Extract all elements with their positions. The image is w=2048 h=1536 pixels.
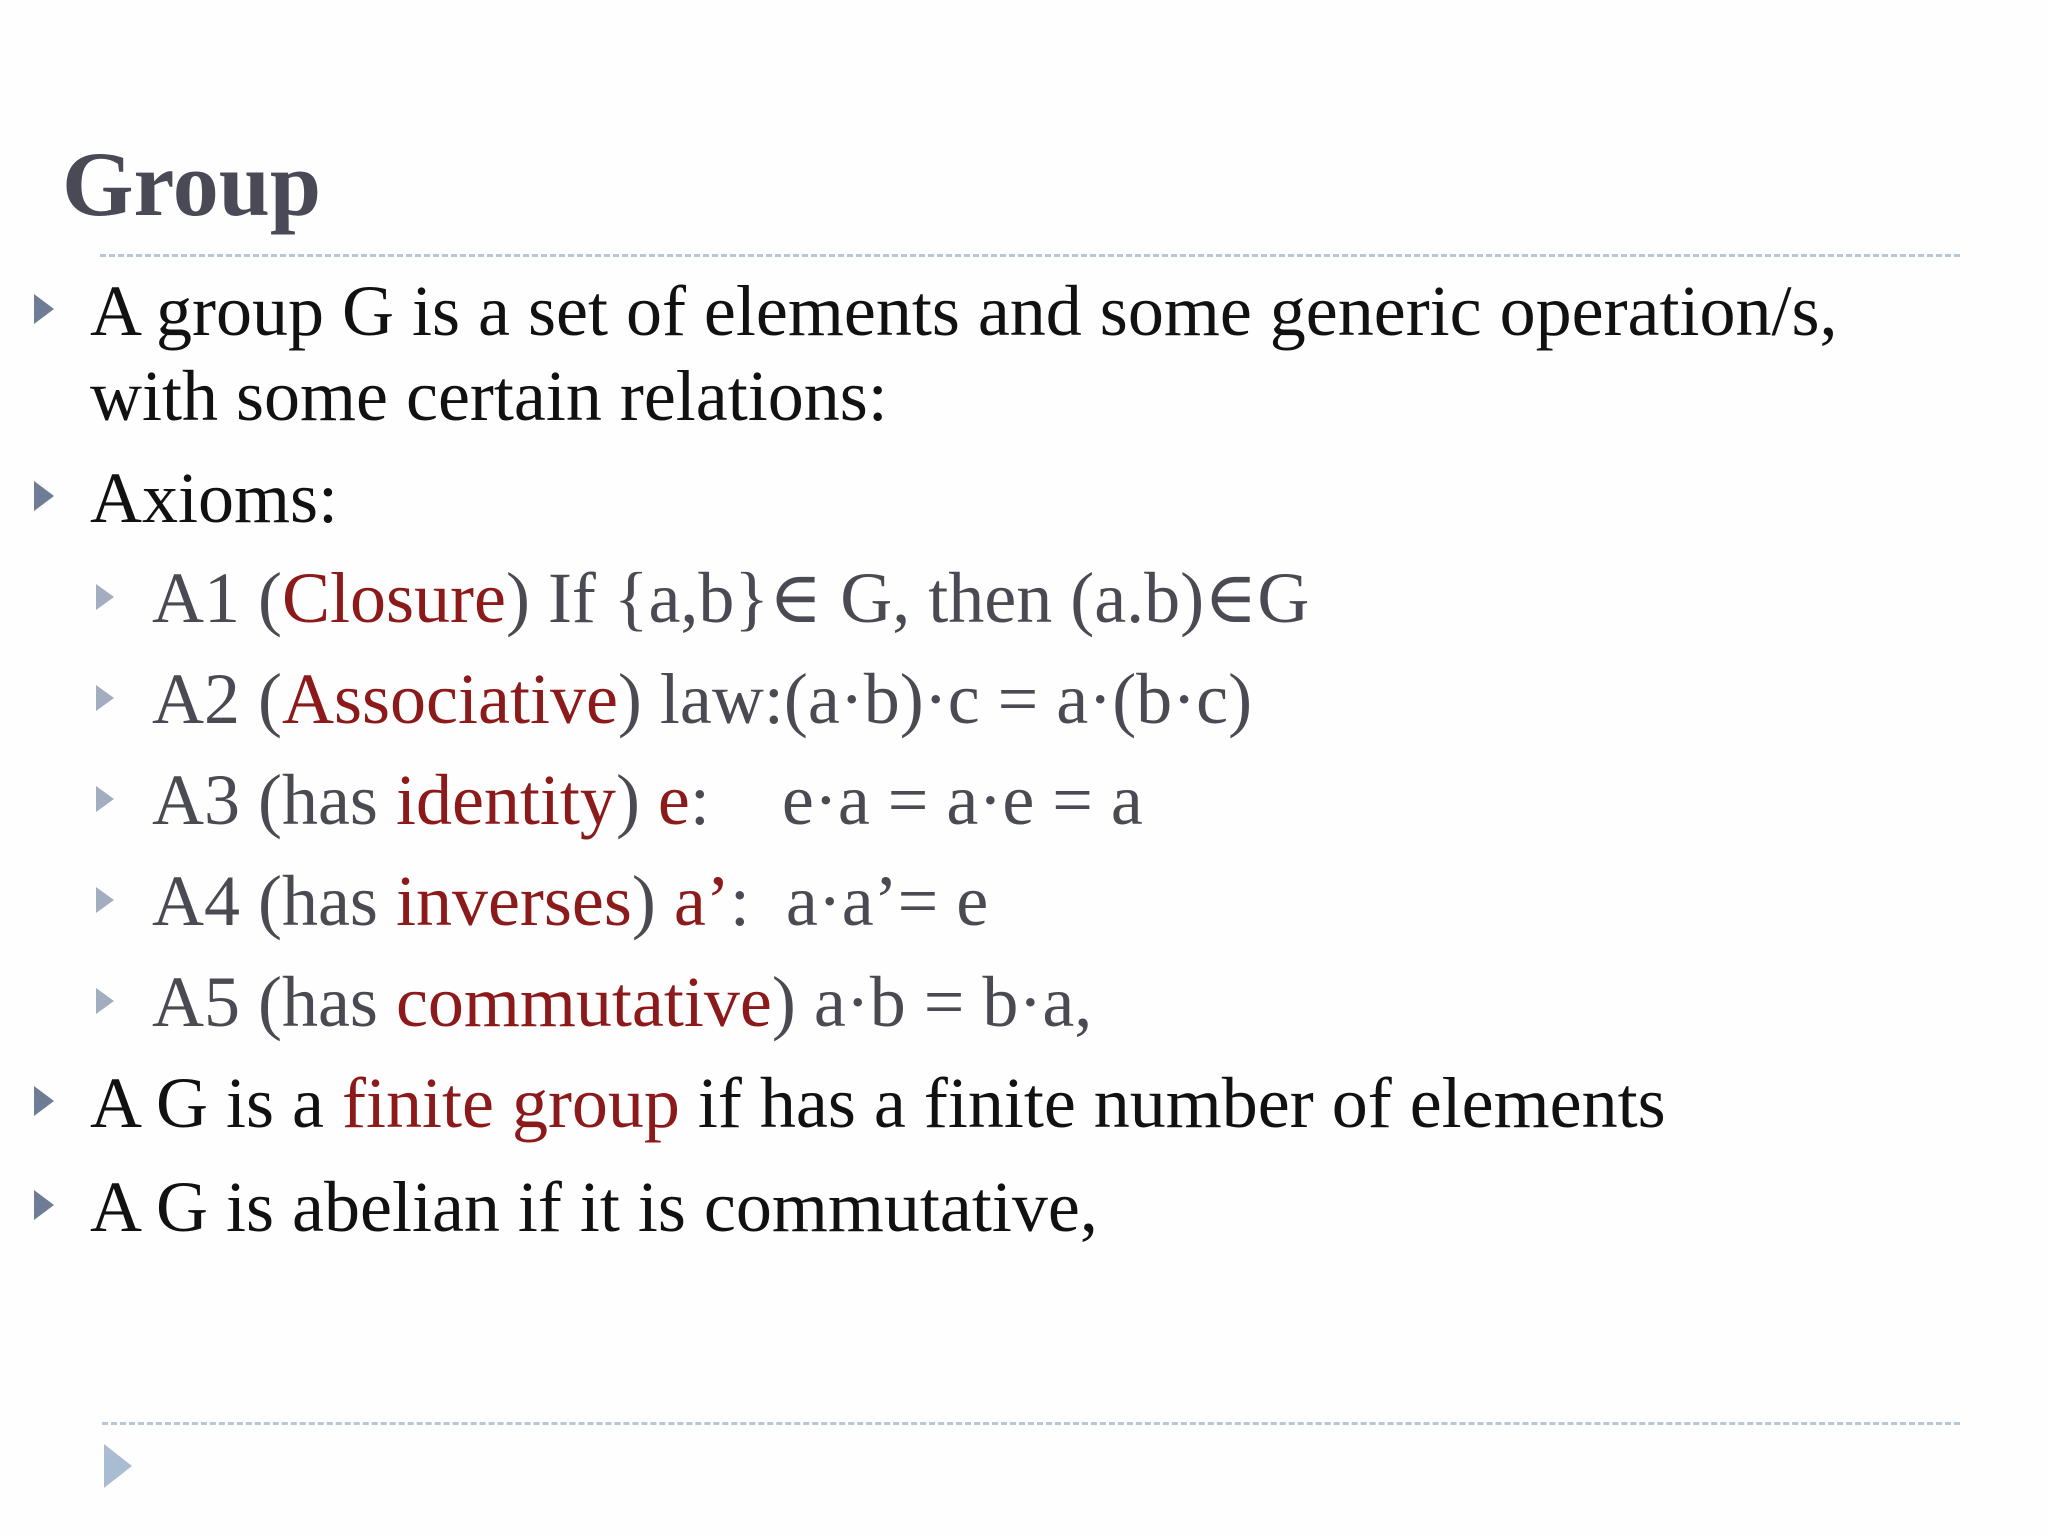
triangle-bullet-icon xyxy=(96,685,114,711)
axiom-a4-symbol: a’ xyxy=(673,861,730,941)
title-divider xyxy=(100,254,1960,257)
axiom-a3-mid: ) xyxy=(615,760,658,840)
axiom-a5-term: commutative xyxy=(395,962,772,1042)
axiom-a4-prefix: A4 (has xyxy=(152,861,396,941)
bullet-abelian: A G is abelian if it is commutative, xyxy=(90,1167,1098,1247)
axiom-a4-term: inverses xyxy=(395,861,632,941)
bullet-finite-group xyxy=(90,1063,1666,1143)
triangle-bullet-icon xyxy=(34,1086,54,1116)
triangle-bullet-icon xyxy=(96,584,114,610)
triangle-bullet-icon xyxy=(34,481,54,511)
axiom-a3 xyxy=(152,760,1143,840)
axiom-a3-symbol: e xyxy=(657,760,690,840)
axiom-a1 xyxy=(152,558,1310,638)
axiom-a1-prefix: A1 ( xyxy=(152,558,282,638)
axiom-a1-term: Closure xyxy=(281,558,506,638)
axiom-a3-term: identity xyxy=(395,760,616,840)
slide-title: Group xyxy=(62,133,322,235)
triangle-bullet-icon xyxy=(96,887,114,913)
axiom-a4-text: : a·a’= e xyxy=(729,861,989,941)
triangle-footer-icon xyxy=(104,1444,132,1488)
axiom-a1-text: ) If {a,b}∈ G, then (a.b)∈G xyxy=(505,558,1310,638)
axiom-a4 xyxy=(152,861,989,941)
triangle-bullet-icon xyxy=(96,786,114,812)
axiom-a2 xyxy=(152,659,1253,739)
axiom-a5-prefix: A5 (has xyxy=(152,962,396,1042)
axiom-a2-text: ) law:(a·b)·c = a·(b·c) xyxy=(617,659,1253,739)
bullet-intro-line2: with some certain relations: xyxy=(90,356,888,436)
axiom-a2-prefix: A2 ( xyxy=(152,659,282,739)
axiom-a4-mid: ) xyxy=(631,861,674,941)
finite-text: if has a finite number of elements xyxy=(679,1063,1666,1143)
axiom-a2-term: Associative xyxy=(281,659,618,739)
axiom-a5 xyxy=(152,962,1093,1042)
bullet-intro-line1: A group G is a set of elements and some generic operation/s, xyxy=(90,271,1838,351)
axiom-a3-text: : e·a = a·e = a xyxy=(689,760,1143,840)
triangle-bullet-icon xyxy=(34,1190,54,1220)
bullet-axioms: Axioms: xyxy=(90,458,339,538)
finite-prefix: A G is a xyxy=(90,1063,342,1143)
axiom-a3-prefix: A3 (has xyxy=(152,760,396,840)
finite-term: finite group xyxy=(342,1063,680,1143)
triangle-bullet-icon xyxy=(34,294,54,324)
triangle-bullet-icon xyxy=(96,988,114,1014)
footer-divider xyxy=(102,1422,1960,1425)
axiom-a5-text: ) a·b = b·a, xyxy=(771,962,1093,1042)
